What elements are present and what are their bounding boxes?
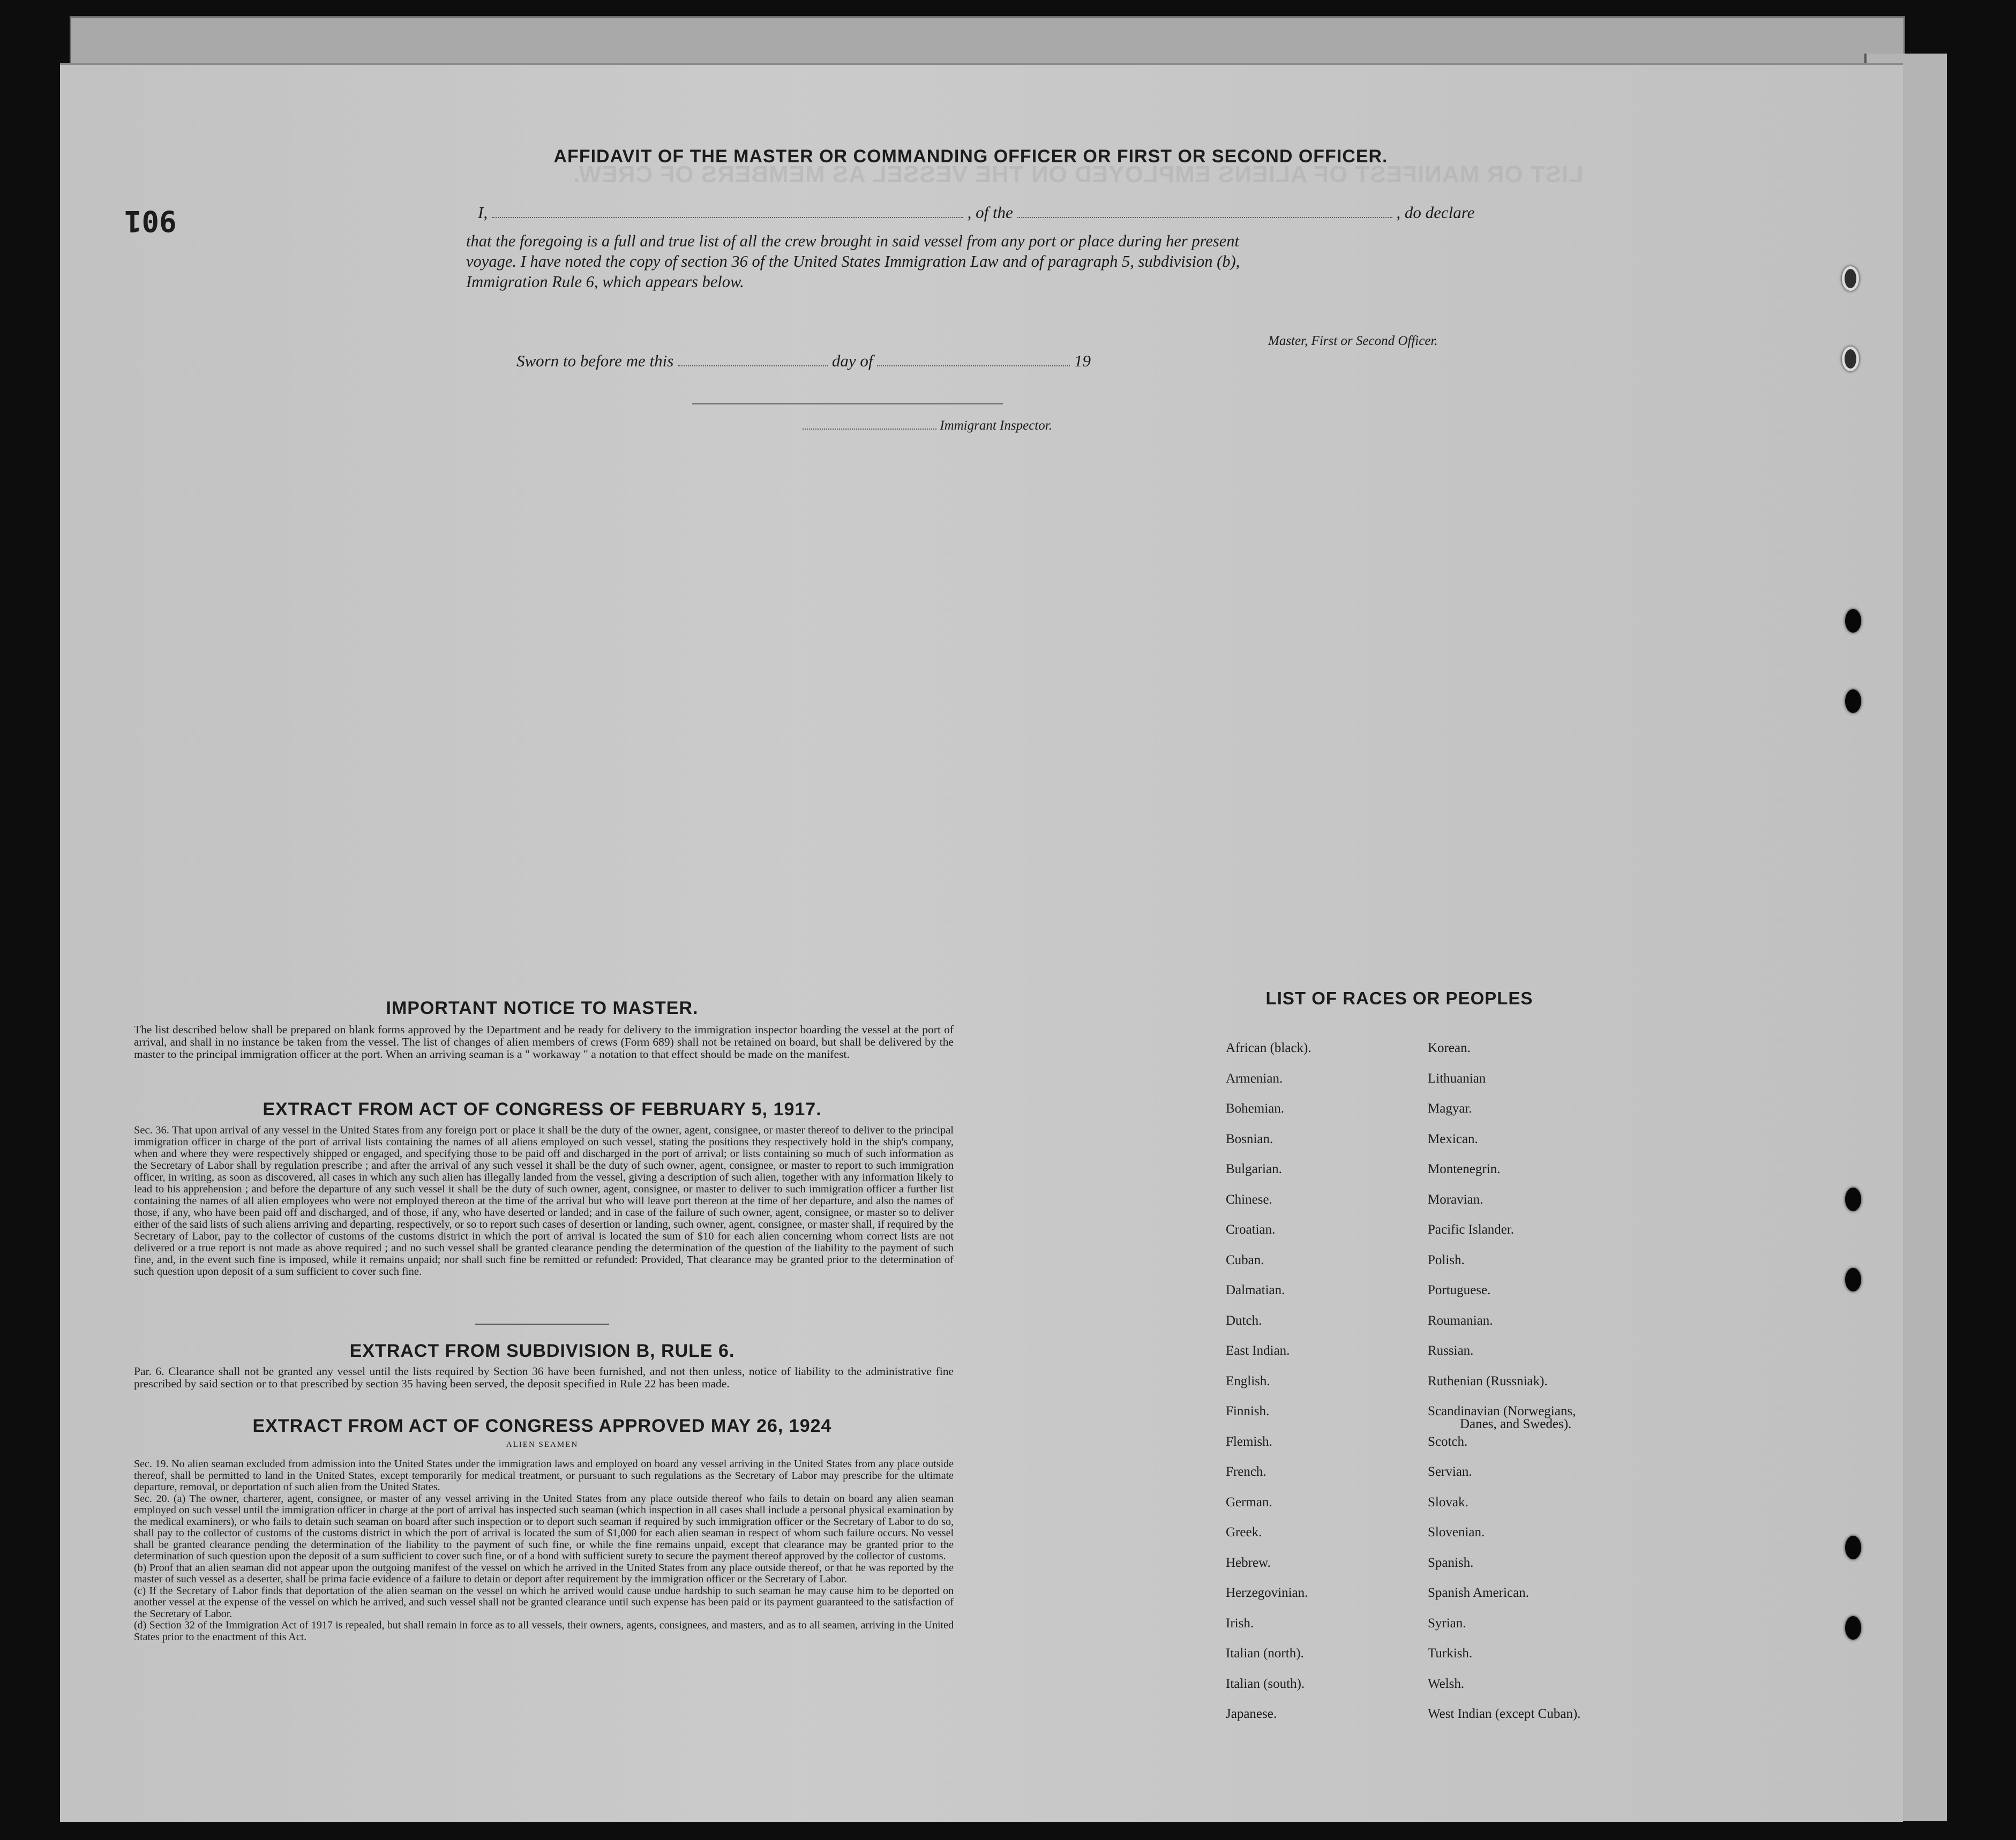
affidavit-i: I, <box>478 203 488 222</box>
punch-hole <box>1845 1268 1861 1291</box>
inspector-line <box>803 418 1052 433</box>
race-entry: Montenegrin. <box>1428 1162 1501 1176</box>
punch-hole <box>1845 1188 1861 1211</box>
race-entry-continuation: Danes, and Swedes). <box>1460 1417 1572 1431</box>
race-entry: Portuguese. <box>1428 1283 1491 1297</box>
punch-hole <box>1845 1536 1861 1559</box>
extract-1917-body: Sec. 36. That upon arrival of any vessel in the United States from any foreign port or place it shall be the duty of the owner, agent, consignee, or master thereof to deliver to the principal immigration officer in charge of the port of arrival lists containing the names of all aliens employed on such vessel, stating the positions they respectively hold in the ship's company, when and where they were respectively shipped or engaged, and specifying those to be paid off and discharged in the port of arrival; or lists containing so much of such information as the Secretary of Labor shall by regulation prescribe ; and after the arrival of any such vessel it shall be the duty of such owner, agent, consignee, or master to report to such immigration officer, in writing, as soon as discovered, all cases in which any such alien has illegally landed from the vessel, giving a description of such alien, together with any information likely to lead to his apprehension ; and before the departure of any such vessel it shall be the duty of such owner, agent, consignee, or master to deliver to such immigration officer a further list containing the names of all alien employees who were not employed thereon at the time of the arrival but who will leave port thereon at the time of her departure, and also the names of those, if any, who have been paid off and discharged, and of those, if any, who have deserted or landed; and in case of the failure of such owner, agent, consignee, or master so to deliver either of the said lists of such aliens arriving and departing, respectively, or so to report such cases of desertion or landing, such owner, agent, consignee, or master shall, if required by the Secretary of Labor, pay to the collector of customs of the customs district in which the port of arrival is located the sum of $10 for each alien concerning whom correct lists are not delivered or a true report is not made as above required ; and no such vessel shall be granted clearance pending the determination of the question of the liability to the payment of such fine, and, in the event such fine is imposed, while it remains unpaid; nor shall such fine be remitted or refunded: Provided, That clearance may be granted prior to the determination of such question upon deposit of a sum sufficient to cover such fine. <box>134 1124 954 1278</box>
race-entry: West Indian (except Cuban). <box>1428 1707 1581 1721</box>
punch-hole <box>1845 689 1861 713</box>
race-entry: Bohemian. <box>1226 1101 1285 1116</box>
sec-20d: (d) Section 32 of the Immigration Act of 1917 is repealed, but shall remain in force as to all vessels, their owners, agents, consignees, and masters, and as to all seamen, arriving in the United States prior to the enactment of this Act. <box>134 1619 954 1643</box>
race-entry: Hebrew. <box>1226 1555 1271 1570</box>
affidavit-title: AFFIDAVIT OF THE MASTER OR COMMANDING OFFICER OR FIRST OR SECOND OFFICER. <box>553 146 1388 167</box>
punch-hole <box>1842 266 1859 291</box>
race-entry: Servian. <box>1428 1465 1472 1479</box>
extract-1917-title: EXTRACT FROM ACT OF CONGRESS OF FEBRUARY 5, 1917. <box>263 1099 822 1120</box>
race-entry: Magyar. <box>1428 1101 1472 1116</box>
race-entry: Croatian. <box>1226 1222 1276 1237</box>
sworn-label: Sworn to before me this <box>516 351 674 370</box>
race-entry: Dalmatian. <box>1226 1283 1285 1297</box>
bleed-through-header: LIST OR MANIFEST OF ALIENS EMPLOYED ON THE VESSEL AS MEMBERS OF CREW. <box>572 161 1584 187</box>
punch-hole <box>1845 609 1861 633</box>
affidavit-line2: that the foregoing is a full and true list of all the crew brought in said vessel from any port or place during her present <box>466 232 1240 250</box>
race-entry: Flemish. <box>1226 1434 1272 1449</box>
race-entry: Scandinavian (Norwegians, <box>1428 1404 1576 1418</box>
sworn-line <box>516 351 1091 371</box>
name-blank <box>492 217 963 218</box>
sec-20c: (c) If the Secretary of Labor finds that deportation of the alien seaman on the vessel on which he arrived would cause undue hardship to such seaman he may cause him to be deported on another vessel at the expense of the vessel on which he arrived, and such vessel shall not be granted clearance until such expense has been paid or its payment guaranteed to the satisfaction of the Secretary of Labor. <box>134 1584 954 1620</box>
race-entry: German. <box>1226 1494 1272 1509</box>
page-number: 901 <box>124 204 177 238</box>
races-title: LIST OF RACES OR PEOPLES <box>1265 988 1533 1008</box>
race-entry: Korean. <box>1428 1041 1471 1055</box>
affidavit-declare: , do declare <box>1396 203 1475 222</box>
race-entry: Syrian. <box>1428 1616 1466 1631</box>
year-label: 19 <box>1074 351 1091 370</box>
punch-hole <box>1842 347 1859 371</box>
race-entry: Japanese. <box>1226 1707 1277 1721</box>
race-entry: French. <box>1226 1465 1266 1479</box>
race-entry: Italian (north). <box>1226 1646 1304 1661</box>
master-signature-label: Master, First or Second Officer. <box>1268 334 1438 348</box>
race-entry: Herzegovinian. <box>1226 1586 1308 1600</box>
affidavit-line4: Immigration Rule 6, which appears below. <box>466 273 744 291</box>
race-entry: Slovak. <box>1428 1494 1468 1509</box>
race-entry: Finnish. <box>1226 1404 1270 1418</box>
sec-19: Sec. 19. No alien seaman excluded from admission into the United States under the immigration laws and employed on board any vessel arriving in the United States from any place outside thereof, shall be permitted to land in the United States, except temporarily for medical treatment, or pursuant to such regulations as the Secretary of Labor may prescribe for the ultimate departure, removal, or deportation of such alien from the United States. <box>134 1458 954 1493</box>
notice-title: IMPORTANT NOTICE TO MASTER. <box>386 998 699 1018</box>
race-entry: Cuban. <box>1226 1252 1264 1267</box>
vessel-blank <box>1017 217 1392 218</box>
race-entry: Lithuanian <box>1428 1071 1486 1086</box>
race-entry: Irish. <box>1226 1616 1254 1631</box>
affidavit-of-the: , of the <box>967 203 1013 222</box>
sec-20a: Sec. 20. (a) The owner, charterer, agent, consignee, or master of any vessel arriving in the United States from any place outside thereof who fails to detain on board any alien seaman employed on such vessel until the immigration officer in charge at the port of arrival has inspected such seaman (which inspection in all cases shall include a personal physical examination by the medical examiners), or who fails to detain such seaman on board after such inspection or to deport such seaman if required by such immigration officer or the Secretary of Labor to do so, shall pay to the collector of customs of the customs district in which the port of arrival is located the sum of $1,000 for each alien seaman in respect of whom such failure occurs. No vessel shall be granted clearance pending the determination of the liability to the payment of such fine, or while the fine remains unpaid, except that clearance may be granted prior to the determination of such question upon the deposit of a sum sufficient to cover such fine, or of a bond with sufficient surety to secure the payment thereof approved by the collector of customs. <box>134 1492 954 1562</box>
race-entry: Russian. <box>1428 1343 1474 1358</box>
race-entry: Bosnian. <box>1226 1131 1273 1146</box>
notice-body: The list described below shall be prepared on blank forms approved by the Department and be ready for delivery to the immigration inspector boarding the vessel at the port of arrival, and shall in no instance be taken from the vessel. The list of changes of alien members of crews (Form 689) shall not be retained on board, but shall be delivered by the master to the principal immigration officer at the port. When an arriving seaman is a " workaway " a notation to that effect should be made on the manifest. <box>134 1023 954 1061</box>
race-entry: Slovenian. <box>1428 1525 1485 1539</box>
sec-20b: (b) Proof that an alien seaman did not appear upon the outgoing manifest of the vessel on which he arrived in the United States from any place outside thereof, or that he was reported by the master of such vessel as a deserter, shall be prima facie evidence of a failure to detain or deport after requirement by the immigration officer or the Secretary of Labor. <box>134 1561 954 1585</box>
race-entry: English. <box>1226 1373 1270 1388</box>
race-entry: Pacific Islander. <box>1428 1222 1515 1237</box>
race-entry: Ruthenian (Russniak). <box>1428 1373 1548 1388</box>
inspector-blank <box>803 429 936 430</box>
extract-1924-body <box>134 1459 954 1643</box>
race-entry: Armenian. <box>1226 1071 1283 1086</box>
subdivision-body: Par. 6. Clearance shall not be granted any vessel until the lists required by Section 36 have been furnished, and not then unless, notice of liability to the administrative fine prescribed by said section or to that prescribed by section 35 having been served, the deposit specified in Rule 22 has been made. <box>134 1365 954 1390</box>
race-entry: Greek. <box>1226 1525 1262 1539</box>
race-entry: Scotch. <box>1428 1434 1468 1449</box>
race-entry: African (black). <box>1226 1041 1311 1055</box>
extract-1924-subtitle: ALIEN SEAMEN <box>506 1440 579 1449</box>
race-entry: East Indian. <box>1226 1343 1290 1358</box>
affidavit-line3: voyage. I have noted the copy of section 36 of the United States Immigration Law and of paragraph 5, subdivision (b), <box>466 252 1240 271</box>
race-entry: Bulgarian. <box>1226 1162 1282 1176</box>
race-entry: Turkish. <box>1428 1646 1473 1661</box>
race-entry: Spanish. <box>1428 1555 1474 1570</box>
race-entry: Spanish American. <box>1428 1586 1529 1600</box>
inspector-rule <box>692 403 1003 404</box>
section-divider <box>475 1324 609 1325</box>
inspector-label: Immigrant Inspector. <box>940 418 1052 433</box>
race-entry: Chinese. <box>1226 1192 1272 1207</box>
race-entry: Dutch. <box>1226 1313 1262 1328</box>
race-entry: Italian (south). <box>1226 1676 1305 1691</box>
race-entry: Mexican. <box>1428 1131 1478 1146</box>
race-entry: Welsh. <box>1428 1676 1465 1691</box>
day-blank <box>678 365 828 366</box>
punch-hole <box>1845 1616 1861 1640</box>
affidavit-line1 <box>478 203 1474 222</box>
subdivision-title: EXTRACT FROM SUBDIVISION B, RULE 6. <box>349 1341 735 1361</box>
month-blank <box>877 365 1070 366</box>
day-of-label: day of <box>831 351 873 370</box>
race-entry: Polish. <box>1428 1252 1465 1267</box>
race-entry: Roumanian. <box>1428 1313 1493 1328</box>
extract-1924-title: EXTRACT FROM ACT OF CONGRESS APPROVED MAY 26, 1924 <box>252 1416 832 1436</box>
race-entry: Moravian. <box>1428 1192 1483 1207</box>
manifest-back-page <box>60 63 1903 1822</box>
